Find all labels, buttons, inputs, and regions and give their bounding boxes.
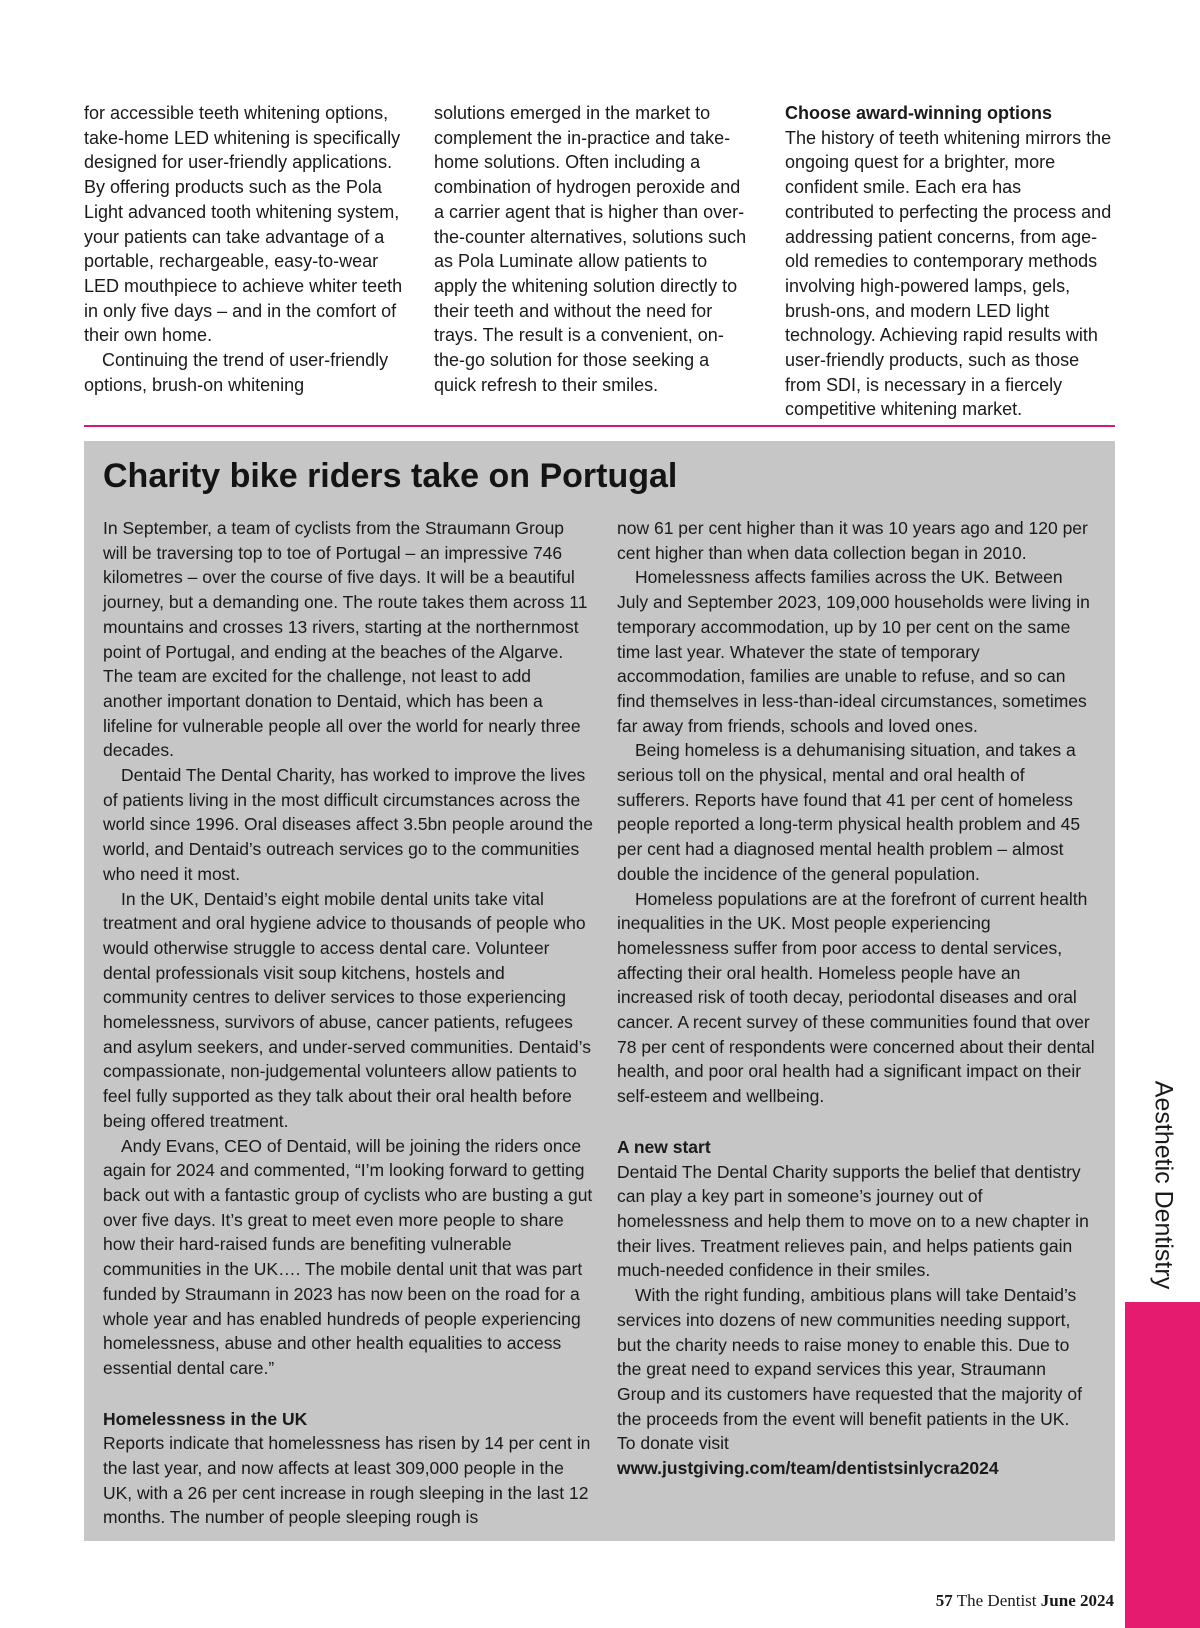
article-column-2 bbox=[434, 101, 754, 397]
paragraph: In September, a team of cyclists from the Straumann Group will be traversing top to toe of Portugal – an impressive 746 kilometres – over the course of five days. It will be a beautiful journey, but a demanding one. The route takes them across 11 mountains and crosses 13 rivers, starting at the northernmost point of Portugal, and ending at the beaches of the Algarve. The team are excited for the challenge, not least to add another important donation to Dentaid, which has been a lifeline for vulnerable people all over the world for nearly three decades. bbox=[103, 518, 588, 761]
paragraph: Andy Evans, CEO of Dentaid, will be joining the riders once again for 2024 and commented, “I’m looking forward to getting back out with a fantastic group of cyclists who are busting a gut over five days. It’s great to meet even more people to share how their hard-raised funds are benefiting vulnerable communities in the UK…. The mobile dental unit that was part funded by Straumann in 2023 has now been on the road for a whole year and has enabled hundreds of people experiencing homelessness, abuse and other health equalities to access essential dental care.” bbox=[103, 1135, 593, 1378]
paragraph: for accessible teeth whitening options, take-home LED whitening is specifically designed for user-friendly applications. By offering products such as the Pola Light advanced tooth whitening system, your patients can take advantage of a portable, rechargeable, easy-to-wear LED mouthpiece to achieve whiter teeth in only five days – and in the comfort of their own home. bbox=[84, 103, 403, 346]
paragraph: With the right funding, ambitious plans will take Dentaid’s services into dozens of new communities needing support, but the charity needs to raise money to enable this. Due to the great need to expand services this year, Straumann Group and its customers have requested that the majority of the proceeds from the event will benefit patients in the UK. bbox=[617, 1285, 1082, 1429]
section-heading: Homelessness in the UK bbox=[103, 1408, 308, 1429]
feature-column-left bbox=[103, 516, 593, 1530]
paragraph: Dentaid The Dental Charity, has worked to improve the lives of patients living in the most difficult circumstances across the world since 1996. Oral diseases affect 3.5bn people around the world, and Dentaid’s outreach services go to the communities who need it most. bbox=[103, 765, 593, 884]
publication-name: The Dentist bbox=[956, 1591, 1037, 1610]
donate-prefix: To donate visit bbox=[617, 1433, 729, 1454]
paragraph: In the UK, Dentaid’s eight mobile dental units take vital treatment and oral hygiene advice to thousands of people who would otherwise struggle to access dental care. Volunteer dental professionals visit soup kitchens, hostels and community centres to deliver services to those experiencing homelessness, survivors of abuse, cancer patients, refugees and asylum seekers, and under-served communities. Dentaid’s compassionate, non-judgemental volunteers allow patients to feel fully supported as they talk about their oral health before being offered treatment. bbox=[103, 888, 591, 1131]
article-column-3 bbox=[785, 101, 1115, 422]
paragraph: Continuing the trend of user-friendly options, brush-on whitening bbox=[84, 350, 389, 395]
section-label-text: Aesthetic Dentistry bbox=[1149, 1080, 1178, 1290]
donate-link[interactable]: www.justgiving.com/team/dentistsinlycra2024 bbox=[617, 1458, 999, 1479]
donate-line bbox=[617, 1431, 1097, 1480]
paragraph: Homelessness affects families across the UK. Between July and September 2023, 109,000 households were living in temporary accommodation, up by 10 per cent on the same time last year. Whatever the state of temporary accommodation, families are unable to refuse, and so can find themselves in less-than-ideal circumstances, sometimes far away from friends, schools and loved ones. bbox=[617, 567, 1090, 736]
issue-date: June 2024 bbox=[1040, 1591, 1114, 1610]
paragraph: The history of teeth whitening mirrors the ongoing quest for a brighter, more confident smile. Each era has contributed to perfecting the process and addressing patient concerns, from age-old remedies to contemporary methods involving high-powered lamps, gels, brush-ons, and modern LED light technology. Achieving rapid results with user-friendly products, such as those from SDI, is necessary in a fiercely competitive whitening market. bbox=[785, 127, 1112, 420]
paragraph: Reports indicate that homelessness has risen by 14 per cent in the last year, and now affects at least 309,000 people in the UK, with a 26 per cent increase in rough sleeping in the last 12 months. The number of people sleeping rough is bbox=[103, 1433, 591, 1528]
page-number: 57 bbox=[935, 1591, 953, 1610]
paragraph: Dentaid The Dental Charity supports the belief that dentistry can play a key part in someone’s journey out of homelessness and help them to move on to a new chapter in their lives. Treatment relieves pain, and helps patients gain much-needed confidence in their smiles. bbox=[617, 1161, 1089, 1281]
pink-divider bbox=[84, 425, 1115, 427]
paragraph: Homeless populations are at the forefront of current health inequalities in the UK. Most people experiencing homelessness suffer from poor access to dental services, affecting their oral health. Homeless people have an increased risk of tooth decay, periodontal diseases and oral cancer. A recent survey of these communities found that over 78 per cent of respondents were concerned about their dental health, and poor oral health had a significant impact on their self-esteem and wellbeing. bbox=[617, 888, 1095, 1107]
feature-column-right bbox=[617, 516, 1097, 1481]
section-heading: Choose award-winning options bbox=[785, 103, 1052, 123]
section-tab bbox=[1125, 1302, 1200, 1628]
paragraph: solutions emerged in the market to complement the in-practice and take-home solutions. Often including a combination of hydrogen peroxide and a carrier agent that is higher than over-the-counter alternatives, solutions such as Pola Luminate allow patients to apply the whitening solution directly to their teeth and without the need for trays. The result is a convenient, on-the-go solution for those seeking a quick refresh to their smiles. bbox=[434, 103, 747, 395]
page-footer bbox=[936, 1590, 1114, 1612]
paragraph: now 61 per cent higher than it was 10 years ago and 120 per cent higher than when data collection began in 2010. bbox=[617, 518, 1088, 563]
feature-title: Charity bike riders take on Portugal bbox=[103, 457, 678, 495]
paragraph: Being homeless is a dehumanising situation, and takes a serious toll on the physical, mental and oral health of sufferers. Reports have found that 41 per cent of homeless people reported a long-term physical health problem and 45 per cent had a diagnosed mental health problem – almost double the incidence of the general population. bbox=[617, 740, 1081, 884]
section-heading: A new start bbox=[617, 1136, 711, 1157]
article-column-1 bbox=[84, 101, 404, 397]
